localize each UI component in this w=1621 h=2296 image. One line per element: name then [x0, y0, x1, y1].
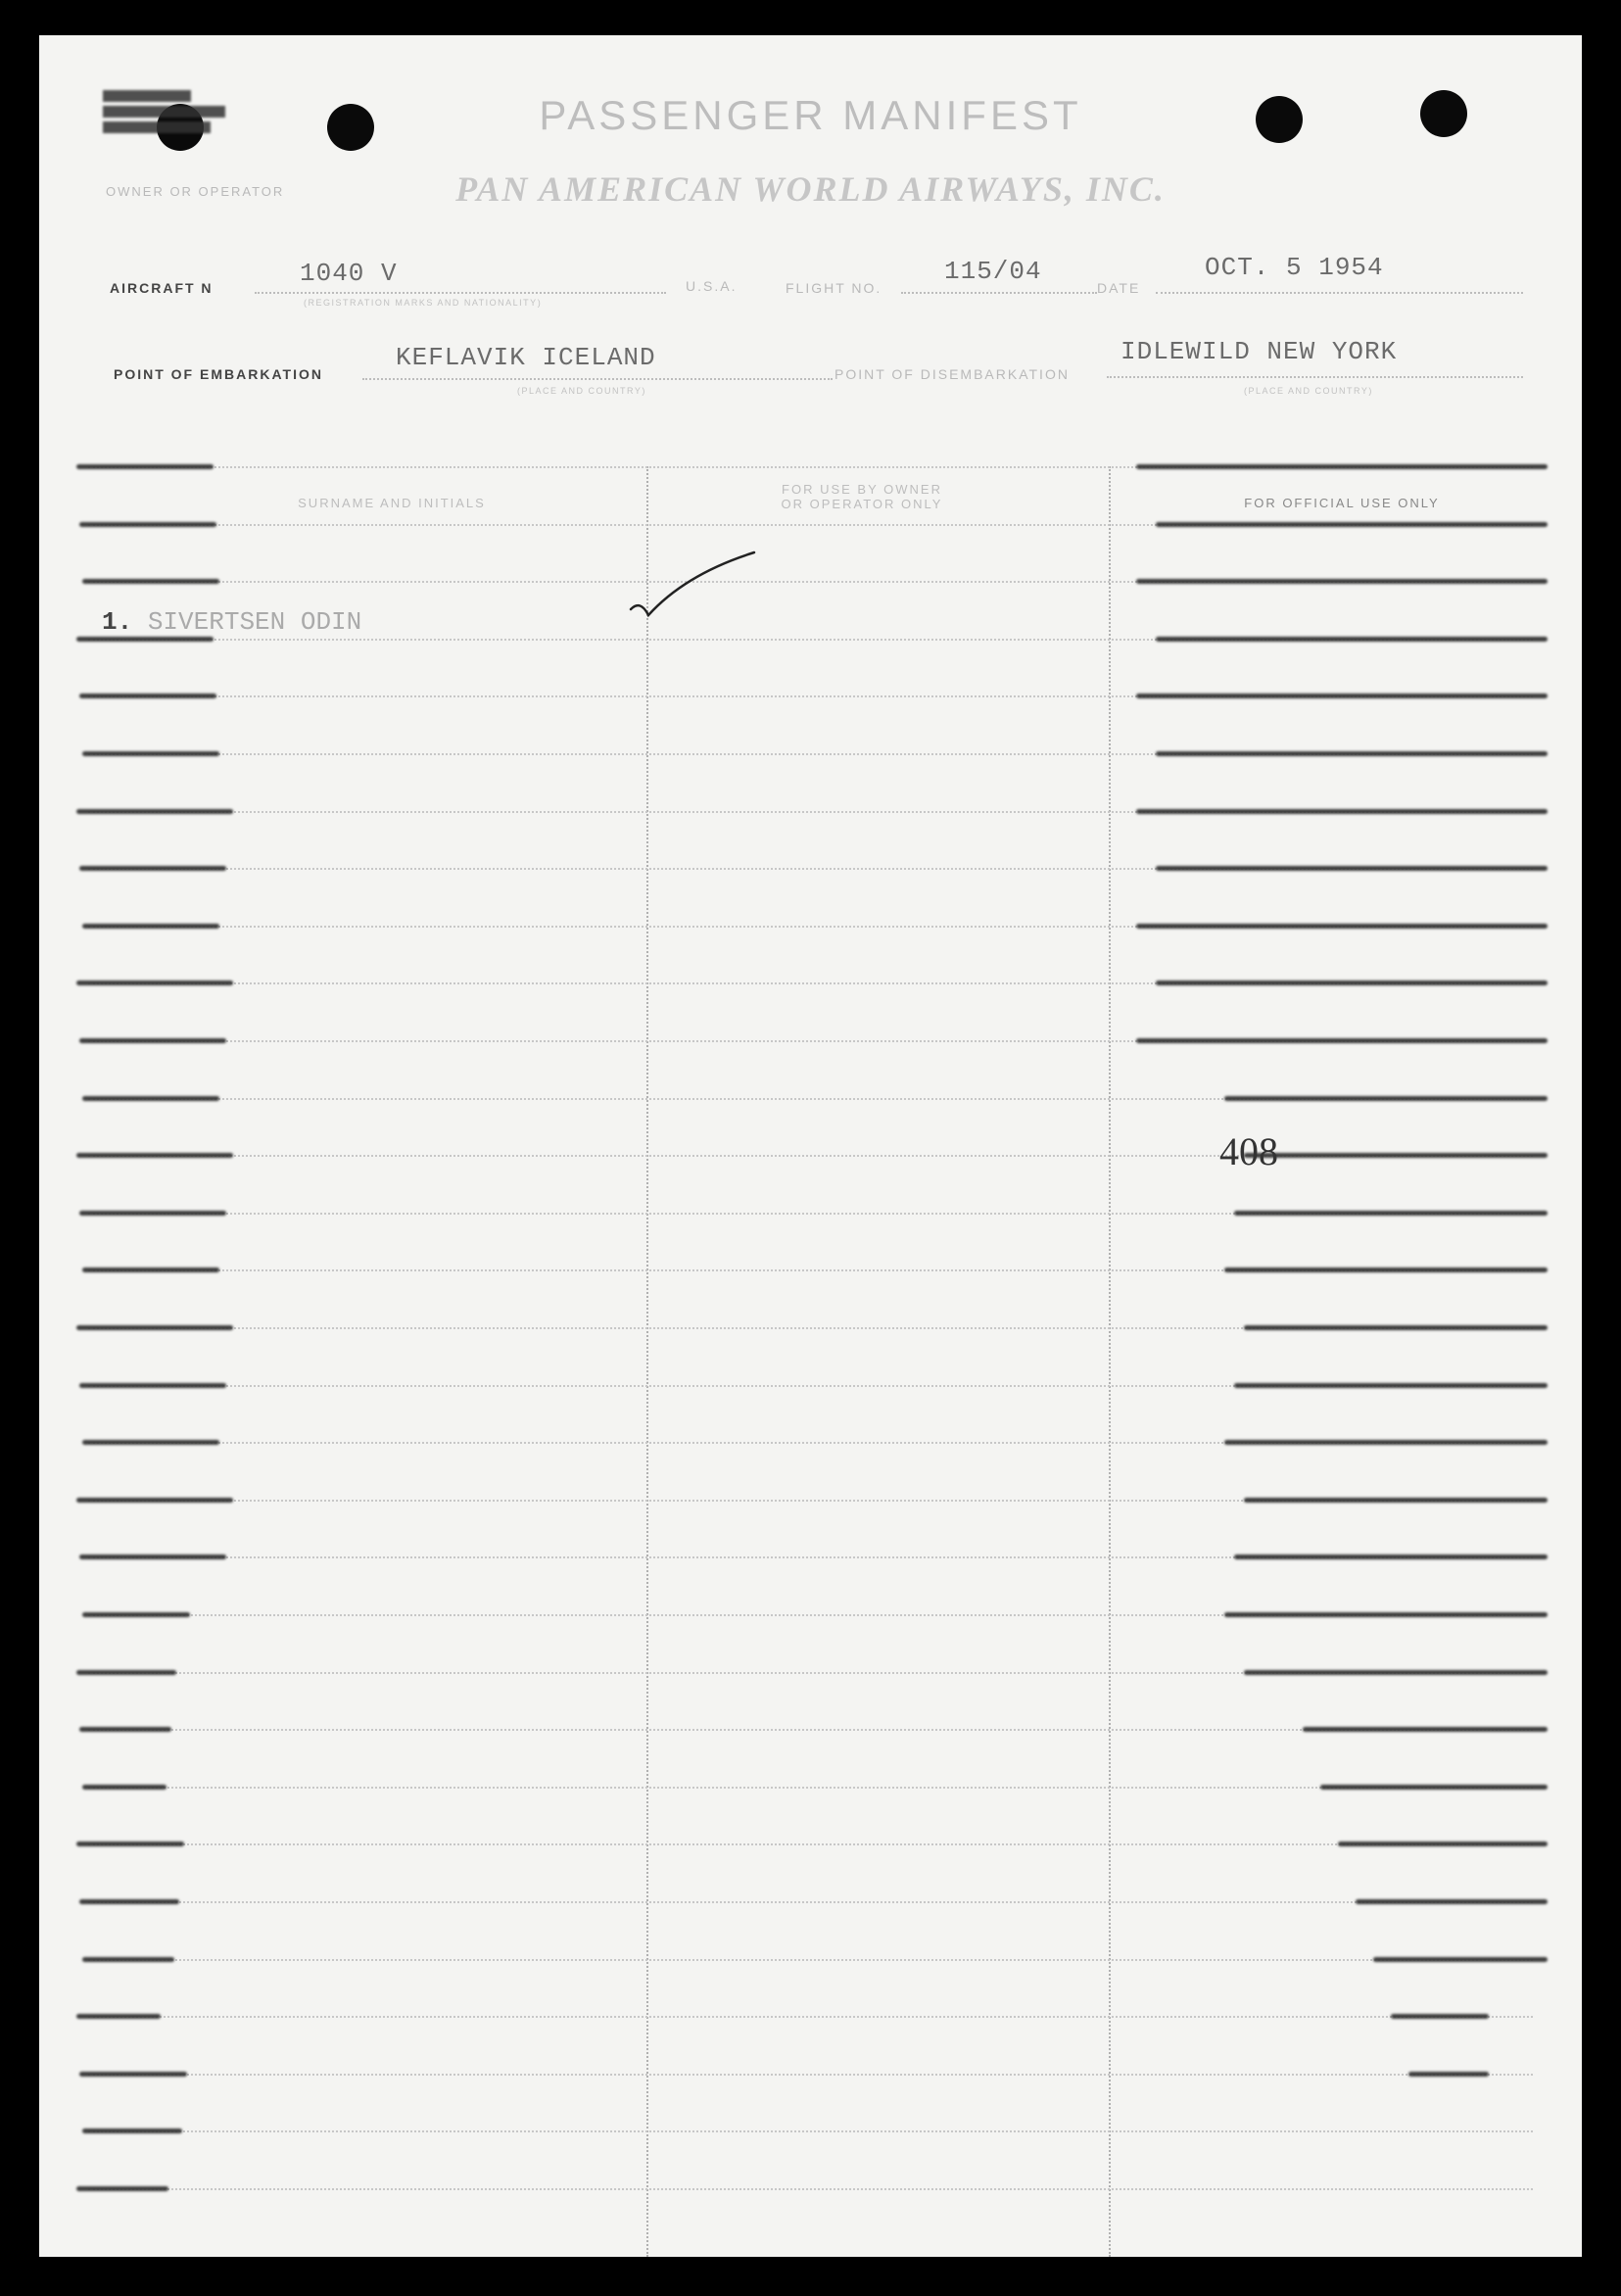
carbon-smear	[76, 1153, 233, 1158]
carbon-smear	[76, 1325, 233, 1330]
carbon-smear	[1156, 522, 1548, 527]
carbon-smear	[82, 2129, 182, 2133]
date-line	[1156, 292, 1523, 294]
embarkation-sublabel: (PLACE AND COUNTRY)	[517, 386, 646, 396]
carbon-smear	[1224, 1096, 1548, 1101]
carbon-smear	[79, 694, 216, 698]
owner-use-line-1: FOR USE BY OWNER	[782, 482, 942, 497]
carbon-smear	[76, 2014, 161, 2019]
manifest-row-line	[88, 2188, 1533, 2190]
embarkation-line	[362, 378, 833, 380]
column-divider	[646, 466, 648, 2257]
date-value: OCT. 5 1954	[1205, 253, 1384, 282]
carbon-smear	[1136, 464, 1548, 469]
carbon-smear	[76, 1842, 184, 1846]
carbon-smear	[1234, 1555, 1548, 1559]
carbon-smear	[76, 981, 233, 985]
manifest-row-line	[88, 1787, 1533, 1789]
carbon-smear	[1156, 751, 1548, 756]
disembarkation-label: POINT OF DISEMBARKATION	[834, 366, 1070, 382]
carbon-smear	[1224, 1440, 1548, 1445]
carbon-smear	[1244, 1153, 1548, 1158]
carbon-smear	[82, 1096, 219, 1101]
carbon-smear	[1234, 1211, 1548, 1216]
country-label: U.S.A.	[686, 278, 738, 294]
manifest-row-line	[88, 1843, 1533, 1845]
disembarkation-value: IDLEWILD NEW YORK	[1120, 337, 1398, 366]
passenger-entry	[102, 607, 361, 637]
owner-label: OWNER OR OPERATOR	[106, 184, 285, 199]
carbon-smear	[1234, 1383, 1548, 1388]
embarkation-value: KEFLAVIK ICELAND	[396, 343, 656, 372]
aircraft-line	[255, 292, 666, 294]
flight-line	[901, 292, 1097, 294]
carbon-smear	[79, 1383, 226, 1388]
carbon-smear	[1244, 1498, 1548, 1503]
carbon-smear	[82, 1440, 219, 1445]
manifest-row-line	[88, 2130, 1533, 2132]
carbon-smear	[82, 924, 219, 929]
carbon-smear	[82, 1957, 174, 1962]
check-mark-icon	[627, 545, 764, 623]
carbon-smear	[1408, 2072, 1489, 2077]
manifest-row-line	[88, 1959, 1533, 1961]
passenger-number: 1.	[102, 607, 133, 637]
carbon-smear	[1156, 981, 1548, 985]
carbon-smear	[1391, 2014, 1489, 2019]
carbon-smear	[1303, 1727, 1548, 1732]
carbon-smear	[79, 866, 226, 871]
carbon-smear	[79, 522, 216, 527]
carbon-smear	[79, 1211, 226, 1216]
carbon-smear	[76, 1498, 233, 1503]
carbon-smear	[79, 2072, 187, 2077]
flight-label: FLIGHT NO.	[786, 280, 882, 296]
column-divider	[1109, 466, 1111, 2257]
carbon-smear	[1136, 1038, 1548, 1043]
carbon-smear	[1136, 809, 1548, 814]
carbon-smear	[79, 1555, 226, 1559]
carbon-smear	[1136, 924, 1548, 929]
carbon-smear	[1356, 1899, 1548, 1904]
manifest-row-line	[88, 2016, 1533, 2018]
carbon-smear	[82, 1268, 219, 1272]
carbon-smear	[82, 1785, 167, 1790]
disembarkation-line	[1107, 376, 1523, 378]
aircraft-label: AIRCRAFT N	[110, 280, 214, 296]
carbon-smear	[1338, 1842, 1548, 1846]
carbon-smear	[1136, 694, 1548, 698]
date-label: DATE	[1097, 280, 1141, 296]
carbon-smear	[79, 1899, 179, 1904]
carbon-smear	[1224, 1268, 1548, 1272]
carbon-smear	[82, 1612, 190, 1617]
embarkation-label: POINT OF EMBARKATION	[114, 366, 323, 382]
carbon-smear	[76, 637, 214, 642]
carbon-smear	[1373, 1957, 1548, 1962]
carbon-smear	[79, 1038, 226, 1043]
column-header-official: FOR OFFICIAL USE ONLY	[1244, 496, 1440, 510]
carbon-smear	[82, 751, 219, 756]
carbon-smear	[1156, 637, 1548, 642]
disembarkation-sublabel: (PLACE AND COUNTRY)	[1244, 386, 1373, 396]
flight-value: 115/04	[944, 257, 1042, 286]
carbon-smear	[1320, 1785, 1548, 1790]
carbon-smear	[76, 809, 233, 814]
manifest-row-line	[88, 1901, 1533, 1903]
carbon-smear	[82, 579, 219, 584]
column-header-surname: SURNAME AND INITIALS	[298, 496, 486, 510]
stamp-number: 408	[1219, 1129, 1278, 1173]
carbon-smear	[1136, 579, 1548, 584]
manifest-row-line	[88, 2074, 1533, 2076]
form-title: PASSENGER MANIFEST	[539, 92, 1082, 138]
column-header-owner-use	[646, 482, 1077, 511]
manifest-page	[39, 35, 1582, 2257]
carbon-smear	[76, 2186, 168, 2191]
carbon-smear	[1224, 1612, 1548, 1617]
carbon-smear	[1156, 866, 1548, 871]
passenger-name: SIVERTSEN ODIN	[147, 607, 362, 637]
aircraft-value: 1040 V	[300, 259, 398, 288]
airline-name: PAN AMERICAN WORLD AIRWAYS, INC.	[455, 169, 1166, 209]
owner-use-line-2: OR OPERATOR ONLY	[781, 497, 943, 511]
carbon-smear	[79, 1727, 171, 1732]
carbon-smear	[76, 1670, 176, 1675]
carbon-smear	[1244, 1670, 1548, 1675]
aircraft-sublabel: (REGISTRATION MARKS AND NATIONALITY)	[304, 298, 543, 308]
carbon-smear	[76, 464, 214, 469]
carbon-smear	[1244, 1325, 1548, 1330]
